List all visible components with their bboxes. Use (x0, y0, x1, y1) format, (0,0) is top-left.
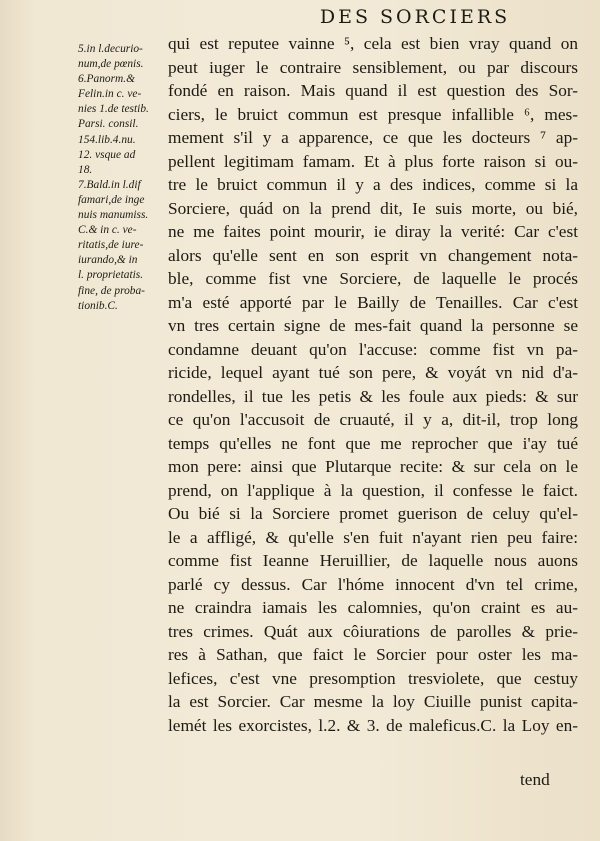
margin-note-line: tionib.C. (78, 299, 118, 312)
body-line: alors qu'elle sent en son esprit vn changement nota- (168, 245, 578, 265)
margin-note-line: C.& in c. ve- (78, 224, 137, 237)
margin-note-line: 154.lib.4.nu. (78, 133, 136, 146)
margin-note-line: nuis manumiss. (78, 209, 149, 222)
body-line: pellent legitimam famam. Et à plus forte raison si ou- (168, 151, 578, 171)
body-line: prend, on l'applique à la question, il confesse le faict. (168, 480, 578, 500)
body-line: m'a esté apporté par le Bailly de Tenailles. Car c'est (168, 292, 578, 312)
body-line: vn tres certain signe de mes-fait quand la personne se (168, 316, 578, 335)
body-line: ciers, le bruict commun est presque infallible ⁶, mes- (168, 104, 578, 124)
body-text (168, 32, 578, 737)
margin-note-line: iurando,& in (78, 254, 138, 267)
marginal-notes (78, 42, 170, 314)
margin-note-line: Felin.in c. ve- (78, 88, 142, 101)
margin-note-line: l. proprietatis. (78, 269, 144, 282)
body-line: mon pere: ainsi que Plutarque recite: & sur cela on le (168, 457, 578, 476)
body-line: ne me faites point mourir, ie diray la verité: Car c'est (168, 222, 578, 241)
body-line: parlé cy dessus. Car l'hóme innocent d'vn tel crime, (168, 574, 578, 594)
body-line: Ou bié si la Sorciere promet guerison de celuy qu'el- (168, 504, 578, 523)
body-line: lemét les exorcistes, l.2. & 3. de maleficus.C. la Loy en- (168, 715, 578, 735)
body-line: le a affligé, & qu'elle s'en fuit n'ayant rien peu faire: (168, 527, 578, 547)
body-line: ble, comme fist vne Sorciere, de laquelle le procés (168, 269, 578, 288)
margin-note-line: 6.Panorm.& (78, 73, 135, 86)
body-line: lefices, c'est vne presomption tresviolete, que cestuy (168, 668, 578, 688)
margin-note-line: 18. (78, 163, 93, 176)
body-line: res à Sathan, que faict le Sorcier pour oster les ma- (168, 645, 578, 664)
body-line: tre le bruict commun il y a des indices, comme si la (168, 175, 578, 194)
catchword: tend (520, 770, 550, 789)
margin-note-line: Parsi. consil. (78, 118, 139, 131)
body-line: fondé en raison. Mais quand il est question des Sor- (168, 81, 578, 100)
margin-note-line: ritatis,de iure- (78, 239, 144, 252)
body-line: rondelles, il tue les petis & les foule aux pieds: & sur (168, 386, 578, 406)
body-line: temps qu'elles ne font que me reprocher que i'ay tué (168, 433, 578, 453)
margin-note-line: num,de pœnis. (78, 58, 144, 71)
body-line: peut iuger le contraire sensiblement, ou par discours (168, 57, 578, 77)
margin-note-line: 5.in l.decurio- (78, 43, 143, 55)
margin-note-line: famari,de inge (78, 193, 145, 206)
margin-note-line: fine, de proba- (78, 284, 145, 297)
body-line: condamne deuant qu'on l'accuse: comme fist vn pa- (168, 339, 578, 359)
body-line: tres crimes. Quát aux côiurations de parolles & prie- (168, 621, 578, 641)
body-line: ricide, lequel ayant tué son pere, & voyát vn nid d'a- (168, 363, 578, 382)
body-line: la est Sorcier. Car mesme la loy Ciuille punist capita- (168, 692, 578, 711)
body-line: comme fist Ieanne Heruillier, de laquelle nous auons (168, 551, 578, 570)
body-line: Sorciere, quád on la prend dit, Ie suis morte, ou bié, (168, 198, 578, 218)
body-line: mement s'il y a apparence, ce que les docteurs ⁷ ap- (168, 128, 578, 147)
running-title: DES SORCIERS (319, 6, 511, 28)
body-line: ne craindra iamais les calomnies, qu'on craint es au- (168, 598, 578, 617)
margin-note-line: nies 1.de testib. (78, 103, 149, 116)
margin-note-line: 12. vsque ad (78, 148, 136, 161)
body-line: ce qu'on l'accusoit de cruauté, il y a, dit-il, trop long (168, 410, 578, 429)
body-line: qui est reputee vainne ⁵, cela est bien vray quand on (168, 34, 578, 53)
margin-note-line: 7.Bald.in l.dif (78, 178, 141, 191)
